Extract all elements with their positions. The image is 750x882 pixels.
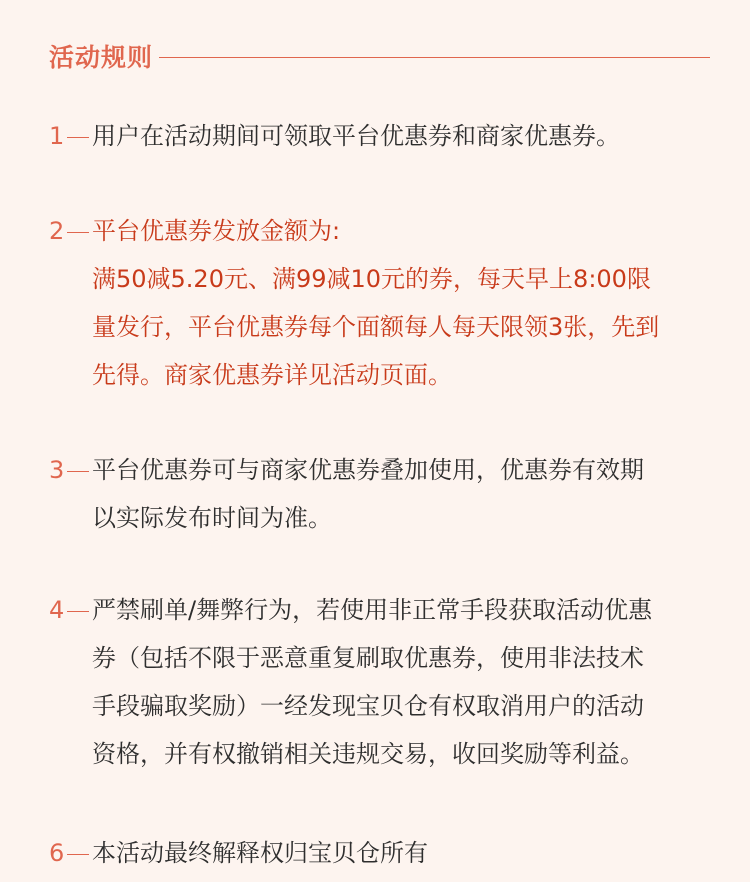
- rule-number: 3: [49, 446, 89, 494]
- rule-dash: [67, 471, 89, 472]
- rule-number: 4: [49, 586, 89, 634]
- rule-line: 本活动最终解释权归宝贝仓所有: [92, 839, 428, 867]
- rule-number: 2: [49, 207, 89, 255]
- rule-dash: [67, 611, 89, 612]
- rule-line: 手段骗取奖励）一经发现宝贝仓有权取消用户的活动: [92, 692, 644, 720]
- rule-number: 6: [49, 829, 89, 877]
- rules-header: [49, 34, 710, 78]
- rule-text: [92, 829, 717, 877]
- rule-line: 券（包括不限于恶意重复刷取优惠券，使用非法技术: [92, 644, 644, 672]
- rule-dash: [67, 137, 89, 138]
- rule-line: 平台优惠券可与商家优惠券叠加使用，优惠券有效期: [92, 456, 644, 484]
- rule-number: 1: [49, 112, 89, 160]
- rule-line: 以实际发布时间为准。: [92, 504, 332, 532]
- rule-dash: [67, 232, 89, 233]
- header-divider: [159, 57, 710, 58]
- rule-text: [92, 586, 717, 778]
- rule-text: [92, 446, 717, 542]
- rules-title: 活动规则: [49, 43, 154, 72]
- rule-text: [92, 112, 717, 160]
- rule-text: [92, 207, 717, 399]
- rule-line: 先得。商家优惠券详见活动页面。: [92, 361, 452, 389]
- rule-line: 平台优惠券发放金额为:: [92, 217, 341, 245]
- rule-line: 严禁刷单/舞弊行为，若使用非正常手段获取活动优惠: [92, 596, 653, 624]
- rule-line: 满50减5.20元、满99减10元的券，每天早上8:00限: [92, 265, 651, 293]
- rule-dash: [67, 854, 89, 855]
- rule-line: 量发行，平台优惠券每个面额每人每天限领3张，先到: [92, 313, 660, 341]
- rule-line: 用户在活动期间可领取平台优惠券和商家优惠券。: [92, 122, 620, 150]
- rule-line: 资格，并有权撤销相关违规交易，收回奖励等利益。: [92, 740, 644, 768]
